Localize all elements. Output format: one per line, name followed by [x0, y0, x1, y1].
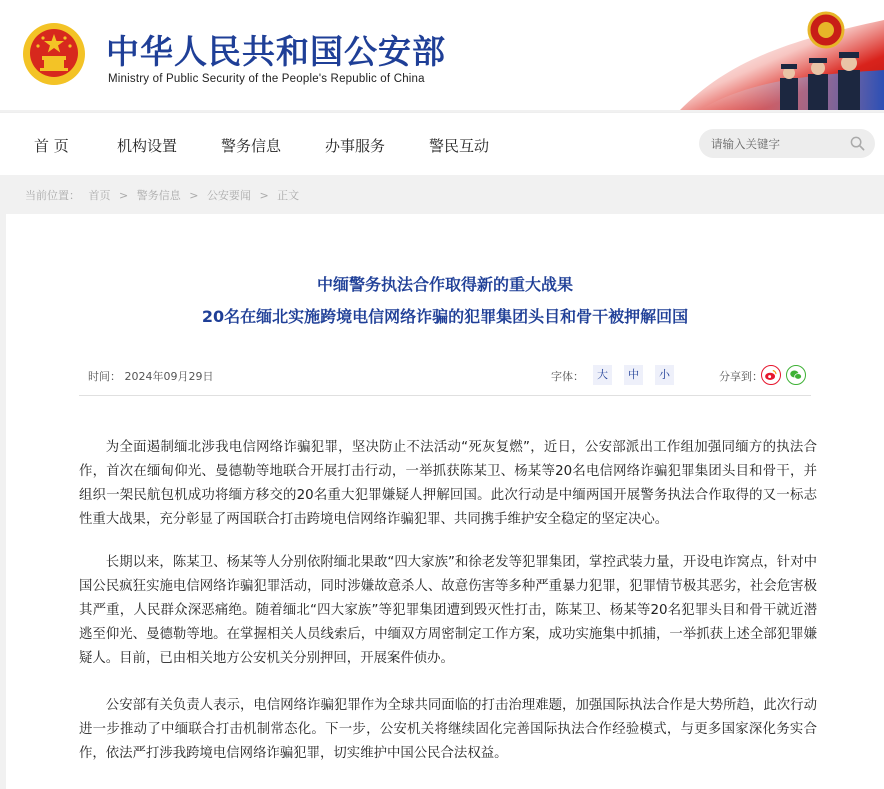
police-banner-image — [640, 0, 884, 110]
breadcrumb-police-info[interactable]: 警务信息 — [136, 189, 181, 202]
article-panel — [6, 214, 884, 789]
font-size-small-button[interactable]: 小 — [655, 365, 674, 385]
article-paragraph: 长期以来，陈某卫、杨某等人分别依附缅北果敢“四大家族”和徐老发等犯罪集团，掌控武装力量，开设电诈窝点，针对中国公民疯狂实施电信网络诈骗犯罪活动，同时涉嫌故意杀人、故意伤害等多种严重暴力犯罪，犯罪情节极其恶劣，社会危害极其严重，人民群众深恶痛绝。随着缅北“四大家族”等犯罪集团遭到毁灭性打击，陈某卫、杨某等20名犯罪头目和骨干就近潜逃至仰光、曼德勒等地。在掌握相关人员线索后，中缅双方周密制定工作方案，成功实施集中抓捕，一举抓获上述全部犯罪嫌疑人。目前，已由相关地方公安机关分别押回，开展案件侦办。 — [79, 555, 817, 666]
meta-divider — [79, 395, 811, 396]
article-title: 中缅警务执法合作取得新的重大战果 — [316, 275, 573, 294]
wechat-icon[interactable] — [786, 365, 806, 385]
breadcrumb-prefix: 当前位置： — [25, 189, 80, 202]
breadcrumb-separator: > — [189, 189, 199, 202]
site-header — [0, 0, 884, 110]
article-subtitle: 20名在缅北实施跨境电信网络诈骗的犯罪集团头目和骨干被押解回国 — [201, 307, 689, 326]
breadcrumb — [25, 187, 304, 203]
nav-police-info[interactable]: 警务信息 — [221, 137, 282, 155]
nav-interaction[interactable]: 警民互动 — [429, 137, 490, 155]
main-nav — [0, 112, 884, 175]
weibo-icon[interactable] — [761, 365, 781, 385]
nav-services[interactable]: 办事服务 — [325, 137, 386, 155]
search-placeholder: 请输入关键字 — [711, 137, 780, 151]
site-title-en: Ministry of Public Security of the People's Republic of China — [108, 73, 425, 85]
article-paragraph: 公安部有关负责人表示，电信网络诈骗犯罪作为全球共同面临的打击治理难题，加强国际执法合作是大势所趋，此次行动进一步推动了中缅联合打击机制常态化。下一步，公安机关将继续固化完善国际执法合作经验模式，与更多国家深化务实合作，依法严打涉我跨境电信网络诈骗犯罪，切实维护中国公民合法权益。 — [79, 698, 817, 761]
breadcrumb-separator: > — [259, 189, 269, 202]
share-label: 分享到： — [719, 370, 763, 383]
nav-organization[interactable]: 机构设置 — [117, 137, 178, 155]
breadcrumb-separator: > — [119, 189, 129, 202]
font-size-label: 字体： — [551, 370, 584, 383]
site-title-cn: 中华人民共和国公安部 — [106, 32, 446, 71]
search-input[interactable] — [699, 129, 875, 158]
national-emblem-icon — [22, 22, 86, 86]
breadcrumb-current: 正文 — [277, 189, 300, 202]
breadcrumb-news[interactable]: 公安要闻 — [206, 189, 251, 202]
breadcrumb-home[interactable]: 首页 — [88, 189, 111, 202]
font-size-large-button[interactable]: 大 — [593, 365, 612, 385]
nav-home[interactable]: 首 页 — [34, 137, 69, 155]
article-paragraph: 为全面遏制缅北涉我电信网络诈骗犯罪，坚决防止不法活动“死灰复燃”，近日，公安部派出工作组加强同缅方的执法合作，首次在缅甸仰光、曼德勒等地联合开展打击行动，一举抓获陈某卫、杨某等20名电信网络诈骗犯罪集团头目和骨干，并组织一架民航包机成功将缅方移交的20名重大犯罪嫌疑人押解回国。此次行动是中缅两国开展警务执法合作取得的又一标志性重大战果，充分彰显了两国联合打击跨境电信网络诈骗犯罪、共同携手维护安全稳定的坚定决心。 — [79, 440, 817, 527]
publish-date: 时间： 2024年09月29日 — [88, 370, 214, 383]
search-icon[interactable] — [850, 136, 865, 151]
font-size-medium-button[interactable]: 中 — [624, 365, 643, 385]
